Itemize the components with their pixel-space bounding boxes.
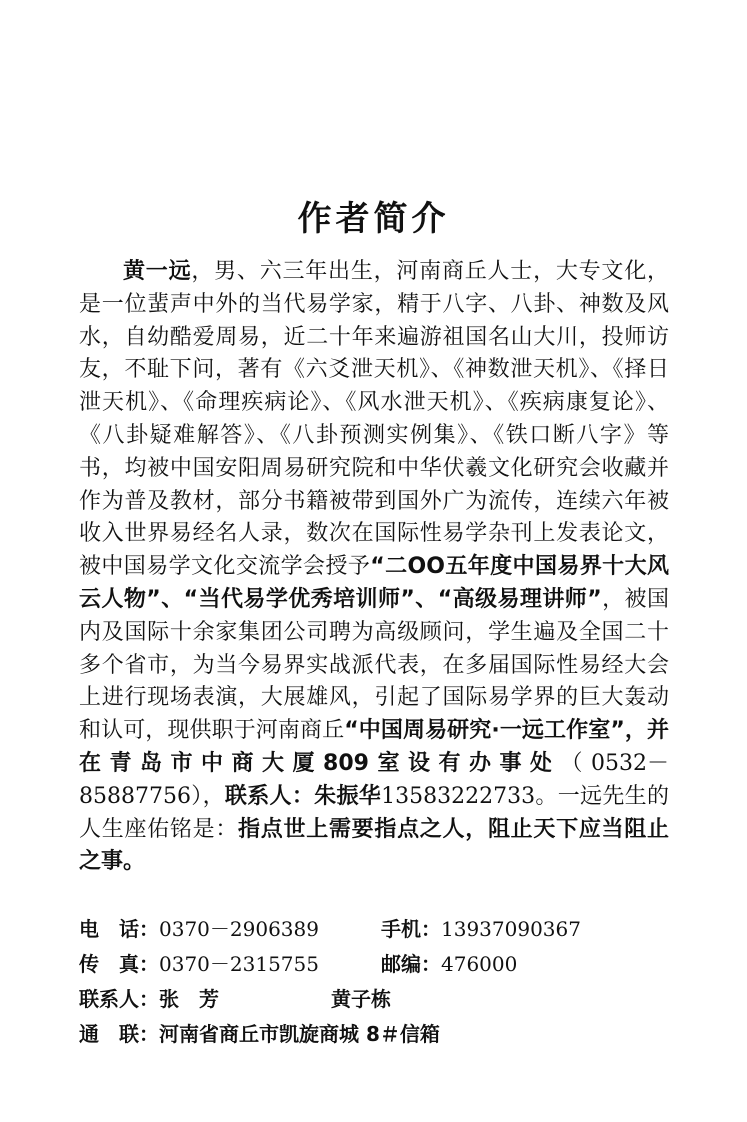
contact-row-address bbox=[79, 1017, 679, 1052]
contact-info bbox=[79, 912, 679, 1052]
bio-contact-person: 联系人：朱振华 bbox=[224, 783, 382, 809]
mobile-group bbox=[381, 912, 581, 947]
bio-text-1: ，男、六三年出生，河南商丘人士，大专文化，是一位蜚声中外的当代易学家，精于八字、八卦、神数及风水，自幼酷爱周易，近二十年来遍游祖国名山大川，投师访友，不耻下问，著有《六爻泄天机》、《神数泄天机》、《择日泄天机》、《命理疾病论》、《风水泄天机》、《疾病康复论》、《八卦疑难解答》、《八卦预测实例集》、《铁口断八字》等书，均被中国安阳周易研究院和中华伏羲文化研究会收藏并作为普及教材，部分书籍被带到国外广为流传，连续六年被收入世界易经名人录，数次在国际性易学杂刊上发表论文，被中国易学文化交流学会授予 bbox=[79, 259, 669, 580]
fax-label: 传 真： bbox=[79, 952, 159, 976]
fax-value: 0370－2315755 bbox=[159, 952, 319, 976]
person-1: 张 芳 bbox=[159, 987, 219, 1011]
zip-group bbox=[381, 947, 517, 982]
author-bio bbox=[79, 256, 669, 879]
bio-office-phone: （0532－85887756）， bbox=[79, 750, 669, 809]
mobile-label: 手机： bbox=[381, 917, 441, 941]
phone-value: 0370－2906389 bbox=[159, 917, 319, 941]
phone-label: 电 话： bbox=[79, 917, 159, 941]
contact-row-phone bbox=[79, 912, 679, 947]
bio-motto: 指点世上需要指点之人，阻止天下应当阻止之事。 bbox=[79, 816, 669, 875]
zip-label: 邮编： bbox=[381, 952, 441, 976]
bio-text-2: ，被国内及国际十余家集团公司聘为高级顾问，学生遍及全国二十多个省市，为当今易界实战派代表，在多届国际性易经大会上进行现场表演，大展雄风，引起了国际易学界的巨大轰动和认可，现供职于河南商丘 bbox=[79, 586, 669, 744]
mobile-value: 13937090367 bbox=[441, 917, 581, 941]
contact-row-person bbox=[79, 982, 679, 1017]
zip-value: 476000 bbox=[441, 952, 518, 976]
address-value: 河南省商丘市凯旋商城 8＃信箱 bbox=[159, 1022, 440, 1046]
page-title: 作者简介 bbox=[297, 199, 450, 239]
contact-row-fax bbox=[79, 947, 679, 982]
author-name: 黄一远 bbox=[123, 259, 192, 284]
person-2: 黄子栋 bbox=[331, 987, 391, 1011]
address-label: 通 联： bbox=[79, 1022, 159, 1046]
person-label: 联系人： bbox=[79, 987, 159, 1011]
bio-motto-intro: 13583222733。一远先生的人生座佑铭是： bbox=[79, 783, 669, 842]
bio-honors: “二OO五年度中国易界十大风云人物”、“当代易学优秀培训师”、“高级易理讲师” bbox=[79, 554, 669, 612]
bio-studio: “中国周易研究·一远工作室”，并在青岛市中商大厦809室设有办事处 bbox=[79, 718, 669, 776]
